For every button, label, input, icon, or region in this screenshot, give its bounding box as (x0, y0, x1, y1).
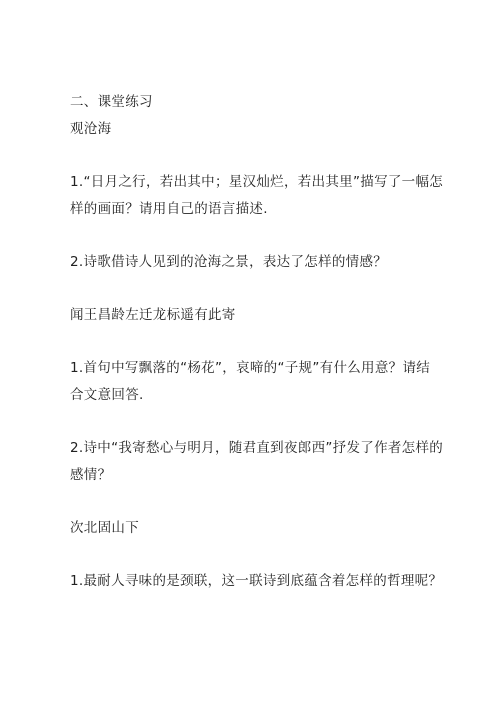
question-4-line-1: 2.诗中“我寄愁心与明月，随君直到夜郎西”抒发了作者怎样的 (70, 440, 444, 456)
question-3-line-1: 1.首句中写飘落的“杨花”，哀啼的“子规”有什么用意？请结 (70, 360, 431, 376)
question-4-line-2: 感情？ (70, 467, 112, 483)
question-3-line-2: 合文意回答. (70, 387, 144, 403)
poem-title-guan-cang-hai: 观沧海 (70, 121, 112, 137)
poem-title-ci-bei-gu-shan-xia: 次北固山下 (70, 520, 139, 536)
question-1-line-2: 样的画面？请用自己的语言描述. (70, 201, 268, 217)
poem-title-wen-wang-changling: 闻王昌龄左迁龙标遥有此寄 (70, 307, 236, 323)
question-2: 2.诗歌借诗人见到的沧海之景，表达了怎样的情感？ (70, 254, 388, 270)
question-1-line-1: 1.“日月之行，若出其中；星汉灿烂，若出其里”描写了一幅怎 (70, 174, 444, 190)
section-heading: 二、课堂练习 (70, 94, 153, 110)
question-5: 1.最耐人寻味的是颈联，这一联诗到底蕴含着怎样的哲理呢？ (70, 573, 443, 589)
